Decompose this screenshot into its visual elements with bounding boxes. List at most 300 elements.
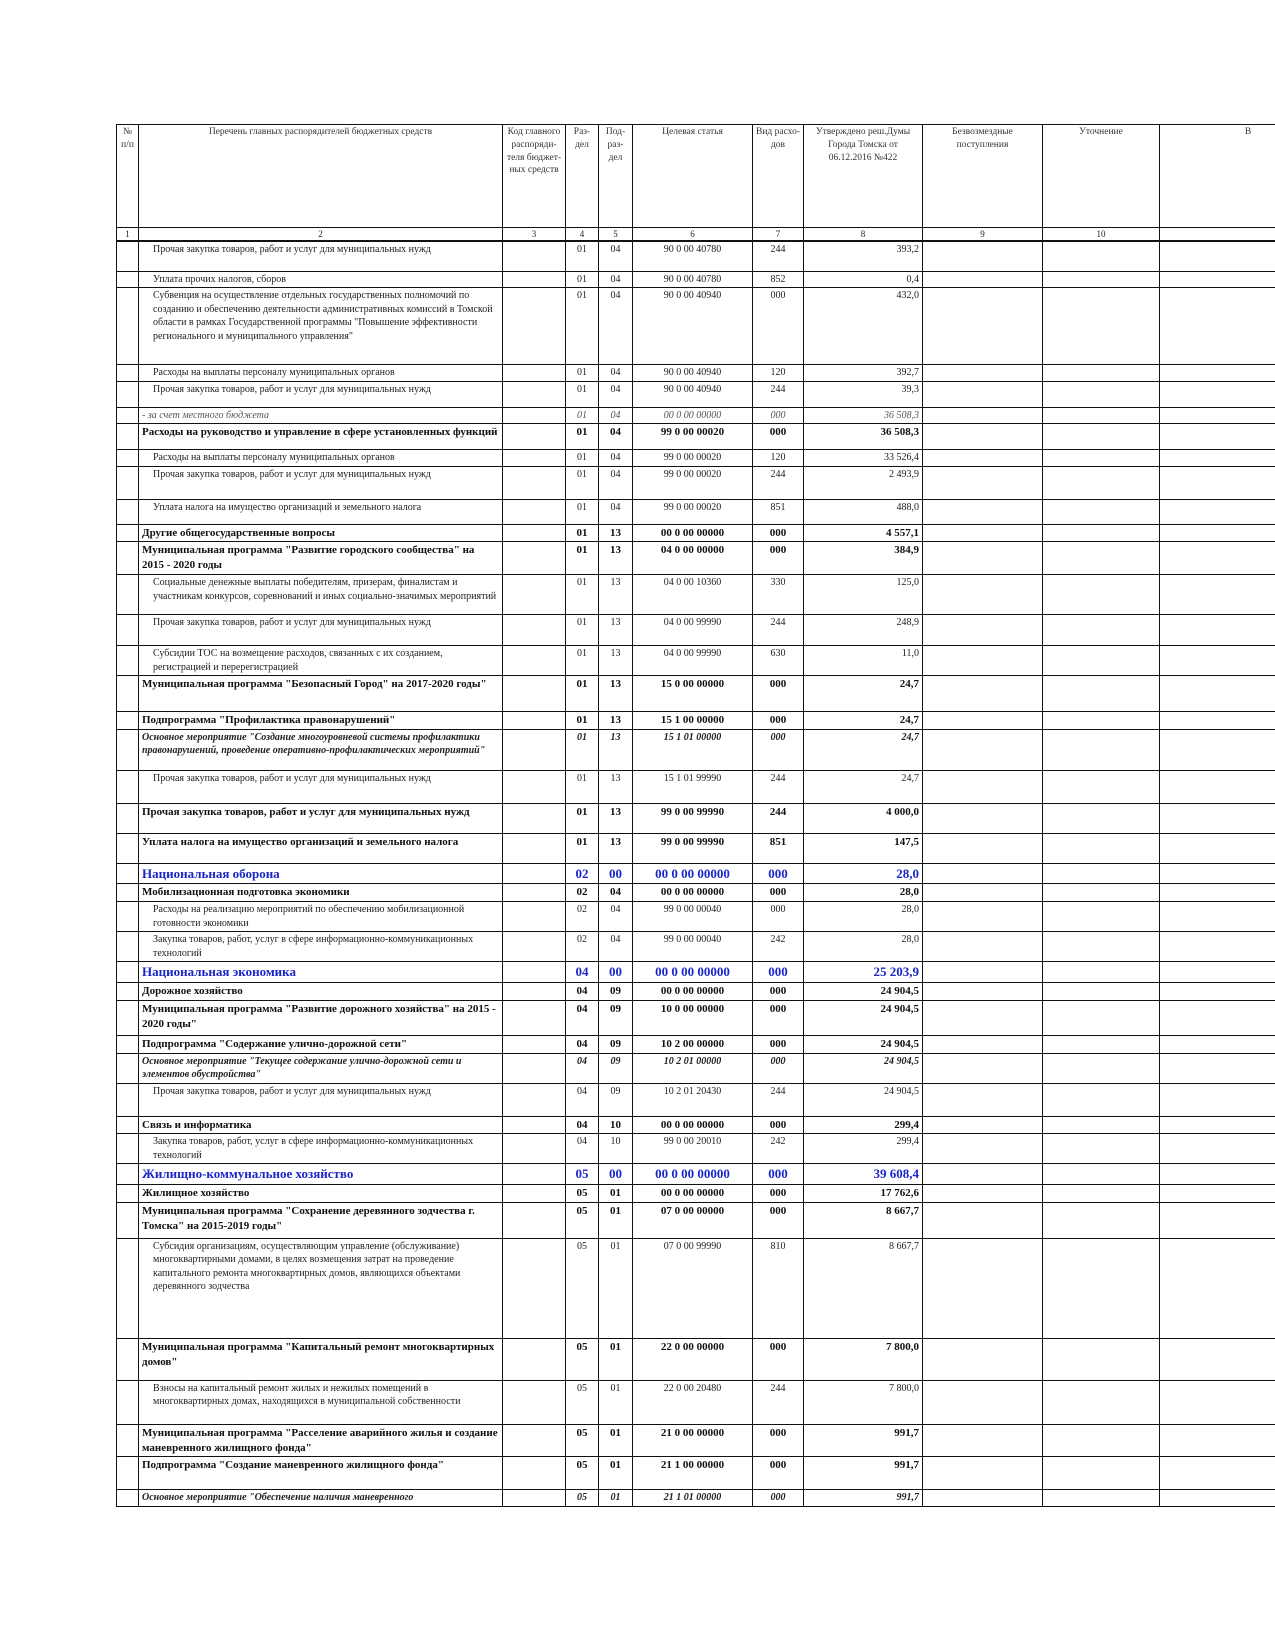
- table-row: [117, 646, 1275, 676]
- row-podrazdel: 04: [599, 884, 633, 902]
- table-row: [117, 365, 1275, 382]
- row-name: Муниципальная программа "Сохранение деревянного зодчества г. Томска" на 2015-2019 годы": [139, 1202, 503, 1238]
- row-razdel: 05: [566, 1490, 599, 1507]
- row-grants: [923, 575, 1043, 615]
- row-approved-value: 11,0: [804, 646, 923, 676]
- row-approved-value: 36 508,3: [804, 424, 923, 450]
- row-extra: [1160, 1380, 1275, 1424]
- table-row: [117, 712, 1275, 730]
- table-row: [117, 1164, 1275, 1185]
- row-grbs-code: [503, 1035, 566, 1053]
- row-extra: [1160, 1184, 1275, 1202]
- row-name: Муниципальная программа "Расселение аварийного жилья и создание маневренного жилищного фонда": [139, 1424, 503, 1457]
- row-name: Субвенция на осуществление отдельных государственных полномочий по созданию и обеспечению деятельности административных комиссий в Томской области в рамках Государственной программы "Повышение эффективности регионального и муниципального управления": [139, 288, 503, 365]
- row-podrazdel: 01: [599, 1490, 633, 1507]
- row-extra: [1160, 542, 1275, 575]
- row-grants: [923, 712, 1043, 730]
- row-podrazdel: 01: [599, 1238, 633, 1338]
- row-approved-value: 248,9: [804, 615, 923, 646]
- row-podrazdel: 04: [599, 381, 633, 407]
- row-target-article: 99 0 00 00020: [633, 424, 753, 450]
- row-grbs-code: [503, 729, 566, 770]
- row-extra: [1160, 729, 1275, 770]
- row-grbs-code: [503, 646, 566, 676]
- row-podrazdel: 13: [599, 833, 633, 863]
- row-podrazdel: 09: [599, 1035, 633, 1053]
- row-name: Закупка товаров, работ, услуг в сфере информационно-коммуникационных технологий: [139, 932, 503, 962]
- colnum-10: 10: [1043, 228, 1160, 242]
- colnum-1: 1: [117, 228, 139, 242]
- row-podrazdel: 04: [599, 241, 633, 271]
- row-grants: [923, 803, 1043, 833]
- row-adjustment: [1043, 1457, 1160, 1490]
- table-row: [117, 466, 1275, 499]
- row-target-article: 00 0 00 00000: [633, 962, 753, 983]
- row-extra: [1160, 770, 1275, 803]
- row-expense-type: 330: [753, 575, 804, 615]
- row-razdel: 04: [566, 1000, 599, 1035]
- row-name: Расходы на выплаты персоналу муниципальных органов: [139, 450, 503, 467]
- table-row: [117, 833, 1275, 863]
- table-row: [117, 676, 1275, 712]
- row-number: [117, 1380, 139, 1424]
- row-grbs-code: [503, 1424, 566, 1457]
- row-expense-type: 000: [753, 1053, 804, 1083]
- row-razdel: 01: [566, 770, 599, 803]
- table-row: [117, 381, 1275, 407]
- row-target-article: 00 0 00 00000: [633, 1184, 753, 1202]
- row-number: [117, 1184, 139, 1202]
- row-podrazdel: 01: [599, 1424, 633, 1457]
- budget-table-sheet: [116, 124, 1275, 1507]
- row-approved-value: 393,2: [804, 241, 923, 271]
- row-expense-type: 851: [753, 499, 804, 524]
- row-grbs-code: [503, 424, 566, 450]
- row-grants: [923, 1035, 1043, 1053]
- row-target-article: 21 0 00 00000: [633, 1424, 753, 1457]
- row-expense-type: 000: [753, 1184, 804, 1202]
- header-name: Перечень главных распорядителей бюджетных средств: [139, 125, 503, 228]
- row-podrazdel: 04: [599, 466, 633, 499]
- row-razdel: 01: [566, 712, 599, 730]
- row-adjustment: [1043, 729, 1160, 770]
- row-grbs-code: [503, 466, 566, 499]
- row-grbs-code: [503, 1083, 566, 1116]
- row-grants: [923, 241, 1043, 271]
- row-approved-value: 488,0: [804, 499, 923, 524]
- row-number: [117, 932, 139, 962]
- row-grbs-code: [503, 1380, 566, 1424]
- row-adjustment: [1043, 1238, 1160, 1338]
- row-razdel: 05: [566, 1457, 599, 1490]
- row-number: [117, 1202, 139, 1238]
- row-adjustment: [1043, 1164, 1160, 1185]
- row-name: Прочая закупка товаров, работ и услуг для муниципальных нужд: [139, 1083, 503, 1116]
- table-row: [117, 1134, 1275, 1164]
- row-approved-value: 39 608,4: [804, 1164, 923, 1185]
- row-razdel: 05: [566, 1380, 599, 1424]
- row-number: [117, 884, 139, 902]
- row-grbs-code: [503, 1000, 566, 1035]
- table-row: [117, 524, 1275, 542]
- row-expense-type: 000: [753, 1424, 804, 1457]
- row-adjustment: [1043, 1490, 1160, 1507]
- row-adjustment: [1043, 381, 1160, 407]
- table-row: [117, 884, 1275, 902]
- row-extra: [1160, 524, 1275, 542]
- row-name: Муниципальная программа "Развитие дорожного хозяйства" на 2015 - 2020 годы": [139, 1000, 503, 1035]
- row-grbs-code: [503, 241, 566, 271]
- row-approved-value: 17 762,6: [804, 1184, 923, 1202]
- row-podrazdel: 04: [599, 365, 633, 382]
- row-approved-value: 4 557,1: [804, 524, 923, 542]
- table-row: [117, 615, 1275, 646]
- row-grants: [923, 833, 1043, 863]
- row-extra: [1160, 365, 1275, 382]
- row-name: Уплата налога на имущество организаций и земельного налога: [139, 833, 503, 863]
- row-extra: [1160, 407, 1275, 424]
- row-extra: [1160, 241, 1275, 271]
- row-target-article: 10 2 01 00000: [633, 1053, 753, 1083]
- table-row: [117, 407, 1275, 424]
- row-expense-type: 000: [753, 424, 804, 450]
- row-target-article: 00 0 00 00000: [633, 407, 753, 424]
- row-approved-value: 24,7: [804, 770, 923, 803]
- row-grbs-code: [503, 982, 566, 1000]
- row-name: Жилищное хозяйство: [139, 1184, 503, 1202]
- row-adjustment: [1043, 575, 1160, 615]
- row-podrazdel: 13: [599, 542, 633, 575]
- row-grants: [923, 466, 1043, 499]
- row-podrazdel: 09: [599, 1053, 633, 1083]
- row-razdel: 01: [566, 676, 599, 712]
- row-number: [117, 381, 139, 407]
- row-expense-type: 000: [753, 288, 804, 365]
- row-name: - за счет местного бюджета: [139, 407, 503, 424]
- row-extra: [1160, 1053, 1275, 1083]
- row-adjustment: [1043, 1202, 1160, 1238]
- row-number: [117, 1083, 139, 1116]
- row-extra: [1160, 803, 1275, 833]
- colnum-6: 6: [633, 228, 753, 242]
- row-razdel: 05: [566, 1424, 599, 1457]
- row-approved-value: 147,5: [804, 833, 923, 863]
- row-razdel: 04: [566, 1116, 599, 1134]
- row-razdel: 01: [566, 803, 599, 833]
- row-number: [117, 729, 139, 770]
- row-number: [117, 499, 139, 524]
- row-name: Муниципальная программа "Развитие городского сообщества" на 2015 - 2020 годы: [139, 542, 503, 575]
- row-grbs-code: [503, 615, 566, 646]
- row-expense-type: 000: [753, 524, 804, 542]
- row-expense-type: 000: [753, 902, 804, 932]
- row-podrazdel: 09: [599, 982, 633, 1000]
- row-podrazdel: 04: [599, 288, 633, 365]
- row-name: Расходы на выплаты персоналу муниципальных органов: [139, 365, 503, 382]
- row-number: [117, 1238, 139, 1338]
- row-approved-value: 384,9: [804, 542, 923, 575]
- row-target-article: 90 0 00 40780: [633, 241, 753, 271]
- row-name: Прочая закупка товаров, работ и услуг для муниципальных нужд: [139, 241, 503, 271]
- row-target-article: 15 0 00 00000: [633, 676, 753, 712]
- row-adjustment: [1043, 450, 1160, 467]
- row-razdel: 01: [566, 542, 599, 575]
- row-approved-value: 991,7: [804, 1457, 923, 1490]
- row-adjustment: [1043, 770, 1160, 803]
- row-target-article: 00 0 00 00000: [633, 982, 753, 1000]
- row-grants: [923, 982, 1043, 1000]
- row-number: [117, 466, 139, 499]
- row-expense-type: 000: [753, 1338, 804, 1380]
- row-name: Подпрограмма "Создание маневренного жилищного фонда": [139, 1457, 503, 1490]
- row-razdel: 01: [566, 646, 599, 676]
- row-razdel: 04: [566, 1035, 599, 1053]
- row-approved-value: 8 667,7: [804, 1202, 923, 1238]
- row-grants: [923, 729, 1043, 770]
- row-number: [117, 1116, 139, 1134]
- row-grbs-code: [503, 803, 566, 833]
- row-target-article: 99 0 00 99990: [633, 803, 753, 833]
- row-razdel: 04: [566, 1083, 599, 1116]
- row-podrazdel: 04: [599, 932, 633, 962]
- row-expense-type: 120: [753, 450, 804, 467]
- row-grbs-code: [503, 1053, 566, 1083]
- row-target-article: 10 2 01 20430: [633, 1083, 753, 1116]
- row-podrazdel: 01: [599, 1202, 633, 1238]
- row-podrazdel: 13: [599, 803, 633, 833]
- table-row: [117, 1035, 1275, 1053]
- row-adjustment: [1043, 676, 1160, 712]
- row-adjustment: [1043, 466, 1160, 499]
- row-number: [117, 271, 139, 288]
- row-razdel: 04: [566, 1053, 599, 1083]
- header-grbs-code: Код главного распоряди-теля бюджет-ных средств: [503, 125, 566, 228]
- row-approved-value: 2 493,9: [804, 466, 923, 499]
- row-expense-type: 000: [753, 1490, 804, 1507]
- row-extra: [1160, 1134, 1275, 1164]
- row-adjustment: [1043, 241, 1160, 271]
- table-row: [117, 241, 1275, 271]
- row-grbs-code: [503, 770, 566, 803]
- row-grants: [923, 615, 1043, 646]
- row-approved-value: 39,3: [804, 381, 923, 407]
- row-target-article: 22 0 00 20480: [633, 1380, 753, 1424]
- row-approved-value: 25 203,9: [804, 962, 923, 983]
- row-grants: [923, 1380, 1043, 1424]
- row-expense-type: 000: [753, 863, 804, 884]
- table-row: [117, 575, 1275, 615]
- table-row: [117, 1116, 1275, 1134]
- row-extra: [1160, 575, 1275, 615]
- row-razdel: 02: [566, 863, 599, 884]
- row-target-article: 99 0 00 00020: [633, 499, 753, 524]
- row-grbs-code: [503, 1134, 566, 1164]
- colnum-9: 9: [923, 228, 1043, 242]
- row-extra: [1160, 712, 1275, 730]
- row-grbs-code: [503, 1457, 566, 1490]
- row-name: Субсидии ТОС на возмещение расходов, связанных с их созданием, регистрацией и перерегистрацией: [139, 646, 503, 676]
- row-grbs-code: [503, 863, 566, 884]
- row-extra: [1160, 424, 1275, 450]
- row-expense-type: 242: [753, 1134, 804, 1164]
- row-expense-type: 000: [753, 676, 804, 712]
- row-name: Прочая закупка товаров, работ и услуг для муниципальных нужд: [139, 770, 503, 803]
- table-row: [117, 1202, 1275, 1238]
- row-extra: [1160, 499, 1275, 524]
- row-grants: [923, 1202, 1043, 1238]
- row-adjustment: [1043, 902, 1160, 932]
- header-razdel: Раз-дел: [566, 125, 599, 228]
- row-podrazdel: 04: [599, 424, 633, 450]
- row-adjustment: [1043, 424, 1160, 450]
- row-name: Расходы на руководство и управление в сфере установленных функций: [139, 424, 503, 450]
- row-extra: [1160, 646, 1275, 676]
- row-target-article: 99 0 00 00040: [633, 902, 753, 932]
- row-approved-value: 24,7: [804, 712, 923, 730]
- row-number: [117, 575, 139, 615]
- table-row: [117, 271, 1275, 288]
- row-extra: [1160, 1338, 1275, 1380]
- row-target-article: 04 0 00 00000: [633, 542, 753, 575]
- table-row: [117, 1000, 1275, 1035]
- row-approved-value: 991,7: [804, 1424, 923, 1457]
- row-grants: [923, 932, 1043, 962]
- row-grants: [923, 884, 1043, 902]
- row-podrazdel: 13: [599, 615, 633, 646]
- row-number: [117, 803, 139, 833]
- row-grbs-code: [503, 499, 566, 524]
- row-number: [117, 1134, 139, 1164]
- row-grants: [923, 288, 1043, 365]
- row-number: [117, 524, 139, 542]
- row-grbs-code: [503, 450, 566, 467]
- row-number: [117, 241, 139, 271]
- table-row: [117, 288, 1275, 365]
- row-name: Субсидия организациям, осуществляющим управление (обслуживание) многоквартирными домами, в целях возмещения затрат на проведение капитального ремонта многоквартирных домов, являющихся объектами деревянного зодчества: [139, 1238, 503, 1338]
- table-row: [117, 1238, 1275, 1338]
- row-podrazdel: 13: [599, 676, 633, 712]
- row-name: Прочая закупка товаров, работ и услуг для муниципальных нужд: [139, 615, 503, 646]
- row-expense-type: 000: [753, 1457, 804, 1490]
- row-grbs-code: [503, 1184, 566, 1202]
- row-approved-value: 28,0: [804, 863, 923, 884]
- row-grants: [923, 524, 1043, 542]
- row-adjustment: [1043, 1035, 1160, 1053]
- row-grbs-code: [503, 676, 566, 712]
- row-grants: [923, 902, 1043, 932]
- table-row: [117, 1490, 1275, 1507]
- row-razdel: 01: [566, 381, 599, 407]
- row-target-article: 99 0 00 00020: [633, 466, 753, 499]
- row-number: [117, 424, 139, 450]
- row-expense-type: 244: [753, 770, 804, 803]
- row-extra: [1160, 962, 1275, 983]
- row-adjustment: [1043, 1116, 1160, 1134]
- row-adjustment: [1043, 271, 1160, 288]
- row-name: Национальная оборона: [139, 863, 503, 884]
- row-expense-type: 000: [753, 1164, 804, 1185]
- row-name: Социальные денежные выплаты победителям, призерам, финалистам и участникам конкурсов, соревнований и иных социально-значимых мероприятий: [139, 575, 503, 615]
- row-extra: [1160, 288, 1275, 365]
- row-grbs-code: [503, 288, 566, 365]
- table-row: [117, 932, 1275, 962]
- row-number: [117, 962, 139, 983]
- row-extra: [1160, 932, 1275, 962]
- row-expense-type: 000: [753, 729, 804, 770]
- row-number: [117, 833, 139, 863]
- row-podrazdel: 01: [599, 1457, 633, 1490]
- table-row: [117, 499, 1275, 524]
- row-approved-value: 7 800,0: [804, 1380, 923, 1424]
- row-adjustment: [1043, 524, 1160, 542]
- row-approved-value: 432,0: [804, 288, 923, 365]
- row-expense-type: 000: [753, 1116, 804, 1134]
- row-razdel: 01: [566, 729, 599, 770]
- row-adjustment: [1043, 1424, 1160, 1457]
- row-expense-type: 000: [753, 712, 804, 730]
- row-adjustment: [1043, 1338, 1160, 1380]
- row-grbs-code: [503, 1116, 566, 1134]
- row-razdel: 01: [566, 499, 599, 524]
- colnum-11: [1160, 228, 1275, 242]
- row-expense-type: 244: [753, 381, 804, 407]
- row-approved-value: 299,4: [804, 1116, 923, 1134]
- row-expense-type: 000: [753, 884, 804, 902]
- row-podrazdel: 00: [599, 863, 633, 884]
- row-adjustment: [1043, 1184, 1160, 1202]
- row-razdel: 01: [566, 365, 599, 382]
- header-expense-type: Вид расхо-дов: [753, 125, 804, 228]
- row-grants: [923, 646, 1043, 676]
- row-expense-type: 000: [753, 1035, 804, 1053]
- row-razdel: 02: [566, 902, 599, 932]
- row-extra: [1160, 466, 1275, 499]
- row-grants: [923, 499, 1043, 524]
- row-number: [117, 365, 139, 382]
- header-npp: № п/п: [117, 125, 139, 228]
- row-approved-value: 24,7: [804, 676, 923, 712]
- table-row: [117, 902, 1275, 932]
- row-grants: [923, 424, 1043, 450]
- row-name: Другие общегосударственные вопросы: [139, 524, 503, 542]
- row-number: [117, 902, 139, 932]
- row-expense-type: 000: [753, 962, 804, 983]
- row-razdel: 01: [566, 524, 599, 542]
- row-extra: [1160, 902, 1275, 932]
- header-podrazdel: Под-раз-дел: [599, 125, 633, 228]
- budget-table: [116, 124, 1275, 1507]
- row-number: [117, 1490, 139, 1507]
- row-name: Расходы на реализацию мероприятий по обеспечению мобилизационной готовности экономики: [139, 902, 503, 932]
- row-razdel: 01: [566, 615, 599, 646]
- row-number: [117, 450, 139, 467]
- row-adjustment: [1043, 982, 1160, 1000]
- row-extra: [1160, 982, 1275, 1000]
- row-target-article: 10 0 00 00000: [633, 1000, 753, 1035]
- row-grbs-code: [503, 1238, 566, 1338]
- header-target-article: Целевая статья: [633, 125, 753, 228]
- row-grants: [923, 1000, 1043, 1035]
- header-approved: Утверждено реш.Думы Города Томска от 06.12.2016 №422: [804, 125, 923, 228]
- row-podrazdel: 01: [599, 1338, 633, 1380]
- row-razdel: 05: [566, 1338, 599, 1380]
- row-number: [117, 288, 139, 365]
- row-razdel: 05: [566, 1184, 599, 1202]
- row-approved-value: 24 904,5: [804, 1053, 923, 1083]
- row-extra: [1160, 1164, 1275, 1185]
- row-podrazdel: 13: [599, 712, 633, 730]
- row-target-article: 15 1 01 00000: [633, 729, 753, 770]
